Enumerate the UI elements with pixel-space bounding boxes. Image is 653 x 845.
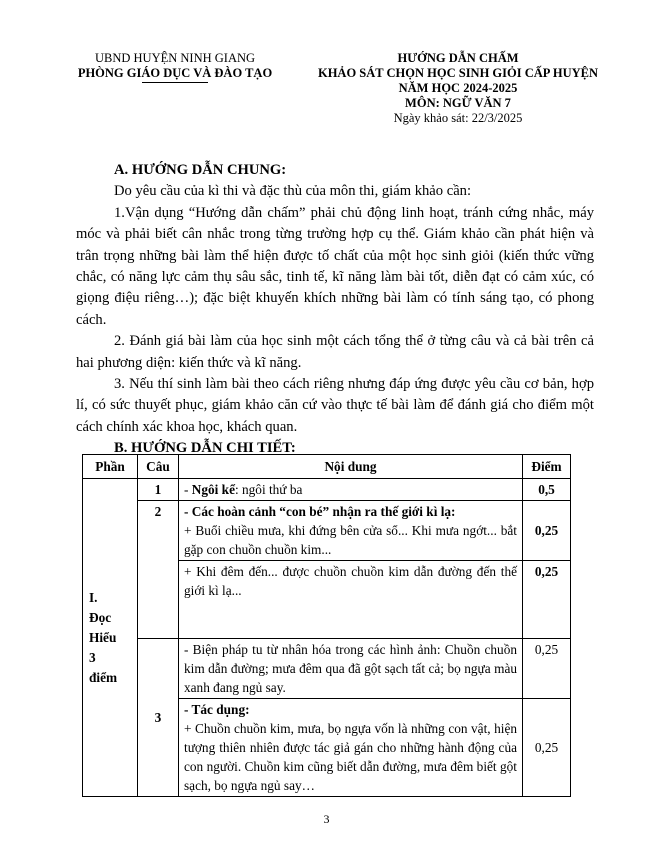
header-left [60, 51, 290, 83]
answer-content: - Các hoàn cảnh “con bé” nhận ra thế giới kì lạ: + Buổi chiều mưa, khi đứng bên cửa sổ... Khi mưa ngớt... bắt gặp con chuồn chuồn kim... [179, 501, 523, 561]
part-label: I. Đọc Hiểu 3 điểm [83, 479, 138, 797]
section-a-item-1: 1.Vận dụng “Hướng dẫn chấm” phải chủ động linh hoạt, tránh cứng nhắc, máy móc và phải biết cân nhắc trong từng trường hợp cụ thể. Giám khảo cần phát hiện và trân trọng những bài làm thể hiện được tố chất của một học sinh giỏi (kiến thức vững chắc, có năng lực cảm thụ sâu sắc, tinh tế, kĩ năng làm bài tốt, diễn đạt có cảm xúc, có giọng điệu riêng…); đặc biệt khuyến khích những bài làm có tính sáng tạo, có phong cách. [76, 204, 594, 328]
header-question: Câu [138, 455, 179, 479]
exam-date: Ngày khảo sát: 22/3/2025 [393, 111, 523, 125]
grading-table [82, 454, 571, 797]
answer-content: - Tác dụng: + Chuồn chuồn kim, mưa, bọ ngựa vốn là những con vật, hiện tượng thiên nhiên được tác giả gán cho những hành động của con người. Chuồn kim cũng biết dẫn đường, mưa đêm biết gột sạch, bọ ngựa ngủ say… [179, 699, 523, 797]
exam-name: KHẢO SÁT CHỌN HỌC SINH GIỎI CẤP HUYỆN [317, 66, 599, 80]
section-a-intro: Do yêu cầu của kì thi và đặc thù của môn thi, giám khảo cần: [114, 183, 472, 200]
score-cell: 0,5 [523, 479, 571, 501]
header-part: Phần [83, 455, 138, 479]
score-cell: 0,25 [523, 699, 571, 797]
table-row [83, 501, 571, 561]
page-number: 3 [323, 812, 330, 826]
question-number: 1 [138, 479, 179, 501]
header-score: Điểm [523, 455, 571, 479]
answer-content: - Biện pháp tu từ nhân hóa trong các hình ảnh: Chuồn chuồn kim dẫn đường; mưa đêm qua đã gột sạch tất cả; bọ ngựa màu xanh đang ngủ say. [179, 639, 523, 699]
header-right [300, 51, 616, 126]
score-cell: 0,25 [523, 639, 571, 699]
header-content: Nội dung [179, 455, 523, 479]
section-b-title: B. HƯỚNG DẪN CHI TIẾT: [114, 440, 296, 457]
general-guidance [76, 160, 594, 460]
section-a-title: A. HƯỚNG DẪN CHUNG: [114, 162, 287, 178]
score-cell: 0,25 [523, 561, 571, 639]
score-cell: 0,25 [523, 501, 571, 561]
answer-content: - Ngôi kể: ngôi thứ ba [179, 479, 523, 501]
section-a-item-2: 2. Đánh giá bài làm của học sinh một cách tổng thể ở từng câu và cả bài trên cả hai phương diện: kiến thức và kĩ năng. [76, 333, 594, 371]
header-underline [142, 82, 208, 83]
school-year: NĂM HỌC 2024-2025 [398, 81, 518, 95]
doc-title: HƯỚNG DẪN CHẤM [397, 51, 519, 65]
subject: MÔN: NGỮ VĂN 7 [405, 96, 511, 110]
table-header-row [83, 455, 571, 479]
department-name: UBND HUYỆN NINH GIANG [94, 51, 256, 65]
section-a-item-3: 3. Nếu thí sinh làm bài theo cách riêng nhưng đáp ứng được yêu cầu cơ bản, hợp lí, có sức thuyết phục, giám khảo căn cứ vào thực tế bài làm để đánh giá cho điểm một cách chính xác khoa học, khách quan. [76, 376, 594, 435]
answer-content: + Khi đêm đến... được chuồn chuồn kim dẫn đường đến thế giới kì lạ... [179, 561, 523, 639]
question-number: 3 [138, 639, 179, 797]
table-row [83, 639, 571, 699]
office-name: PHÒNG GIÁO DỤC VÀ ĐÀO TẠO [77, 66, 273, 80]
question-number: 2 [138, 501, 179, 639]
table-row [83, 479, 571, 501]
